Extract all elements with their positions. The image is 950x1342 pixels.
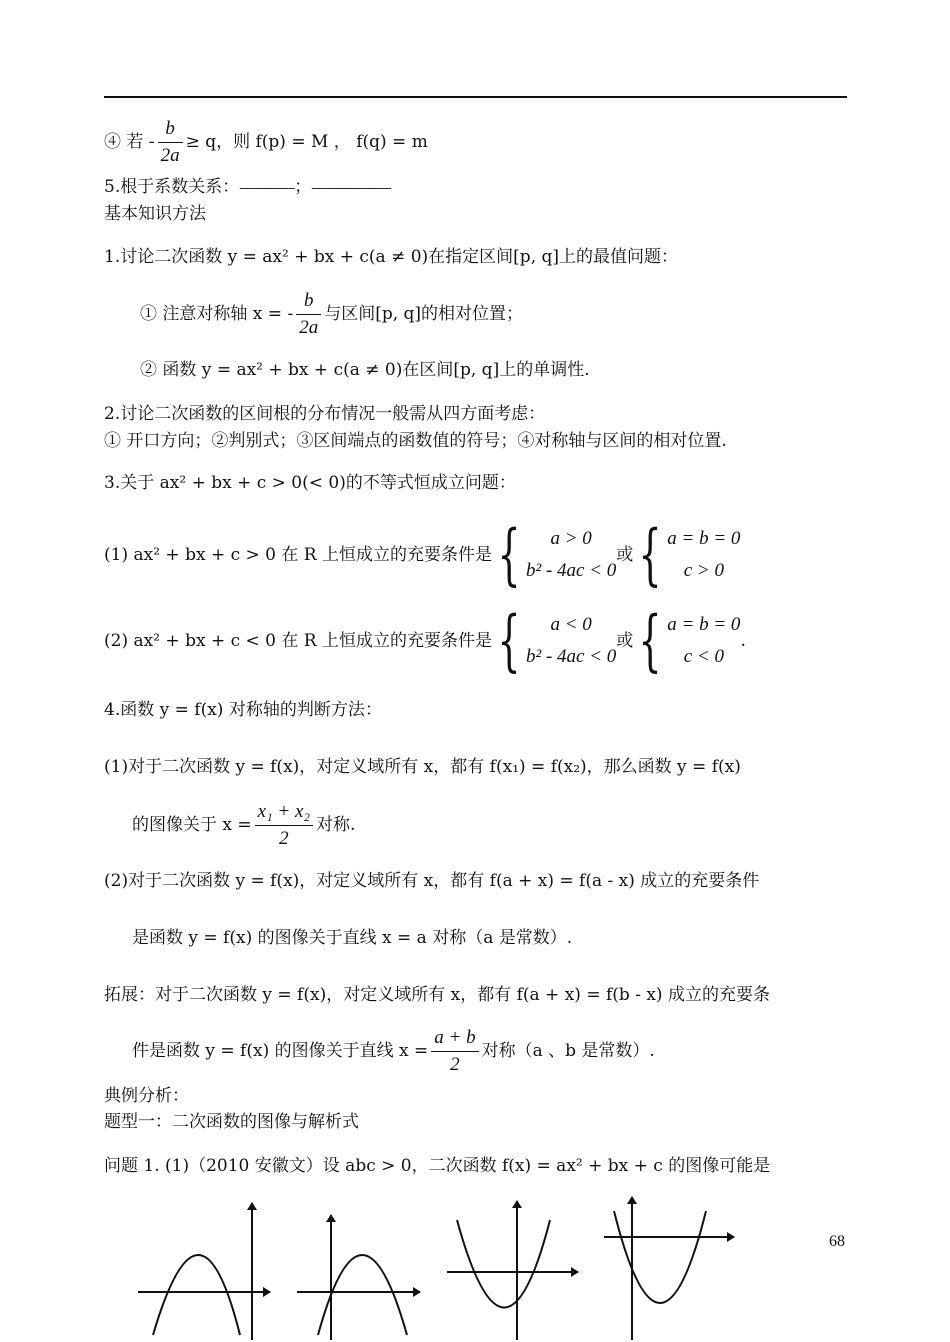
- line-item-4: ④ 若 - $\frac{b}{2a}$ ≥ q，则 f(p) = M ， f(q) = m: [104, 118, 428, 166]
- method-4-case-2: (2)对于二次函数 y = f(x)，对定义域所有 x，都有 f(a + x) = f(a - x) 成立的充要条件: [104, 871, 760, 891]
- method-3-case-2: (2) ax² + bx + c < 0 在 R 上恒成立的充要条件是{ a < 0 b² - 4ac < 0 或{ a = b = 0 c < 0 .: [104, 602, 746, 679]
- method-3-case-1: (1) ax² + bx + c > 0 在 R 上恒成立的充要条件是{ a > 0 b² - 4ac < 0 或{ a = b = 0 c > 0: [104, 516, 741, 593]
- section-heading-methods: 基本知识方法: [104, 204, 206, 224]
- problem-1: 问题 1. (1)（2010 安徽文）设 abc > 0，二次函数 f(x) = ax² + bx + c 的图像可能是: [104, 1156, 771, 1176]
- extension-cont: 件是函数 y = f(x) 的图像关于直线 x = $\frac{a + b}{2}$ 对称（a 、b 是常数）.: [132, 1027, 655, 1075]
- method-1: 1.讨论二次函数 y = ax² + bx + c(a ≠ 0)在指定区间[p, q]上的最值问题：: [104, 247, 679, 267]
- section-heading-examples: 典例分析：: [104, 1086, 189, 1106]
- header-rule: [104, 96, 847, 98]
- method-4: 4.函数 y = f(x) 对称轴的判断方法：: [104, 700, 382, 720]
- parabola-graph-a-icon: [138, 1203, 270, 1340]
- method-1-point-1: ① 注意对称轴 x = - $\frac{b}{2a}$ 与区间[p, q]的相对位置；: [140, 290, 524, 338]
- method-2-points: ① 开口方向；②判别式；③区间端点的函数值的符号；④对称轴与区间的相对位置.: [104, 431, 727, 451]
- method-4-case-1-cont: 的图像关于 x = $\frac{\text{x₁ + x₂}}{2}$ 对称.: [132, 801, 356, 849]
- line-roots-relation: 5.根于系数关系：------------------；--------------------------: [104, 177, 391, 197]
- page-number: 68: [829, 1233, 845, 1250]
- extension: 拓展：对于二次函数 y = f(x)，对定义域所有 x，都有 f(a + x) = f(b - x) 成立的充要条: [104, 985, 770, 1005]
- answer-graphs: [0, 1195, 950, 1342]
- method-4-case-2-cont: 是函数 y = f(x) 的图像关于直线 x = a 对称（a 是常数）.: [132, 928, 573, 948]
- method-3: 3.关于 ax² + bx + c > 0(< 0)的不等式恒成立问题：: [104, 473, 516, 493]
- parabola-graph-b-icon: [297, 1215, 420, 1340]
- method-4-case-1: (1)对于二次函数 y = f(x)，对定义域所有 x，都有 f(x₁) = f(x₂)，那么函数 y = f(x): [104, 757, 741, 777]
- method-2: 2.讨论二次函数的区间根的分布情况一般需从四方面考虑：: [104, 404, 546, 424]
- section-heading-type-1: 题型一：二次函数的图像与解析式: [104, 1112, 359, 1132]
- parabola-graph-d-icon: [604, 1197, 734, 1340]
- parabola-graph-c-icon: [447, 1201, 578, 1340]
- method-1-point-2: ② 函数 y = ax² + bx + c(a ≠ 0)在区间[p, q]上的单调性.: [140, 360, 590, 380]
